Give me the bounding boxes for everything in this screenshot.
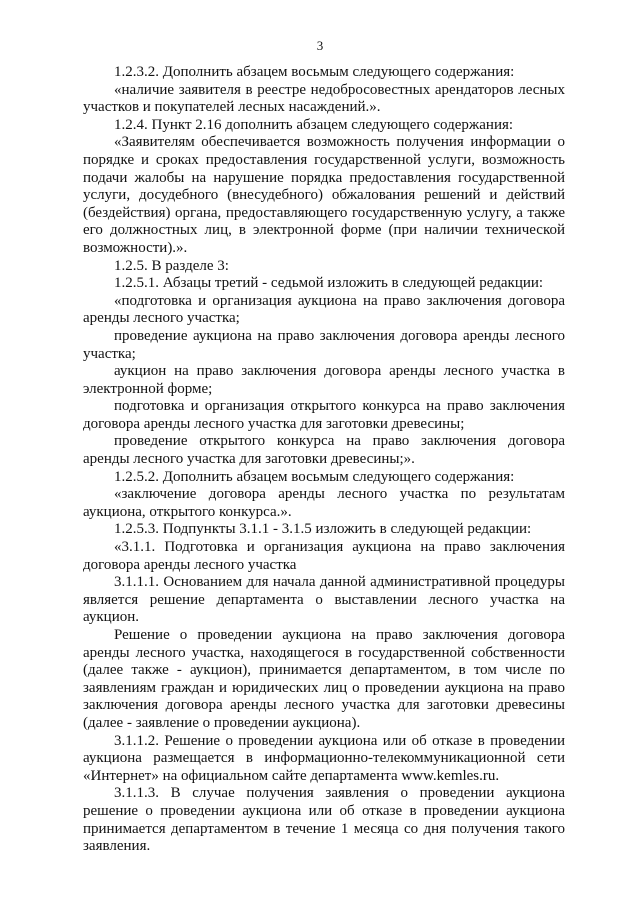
paragraph: проведение открытого конкурса на право заключения договора аренды лесного участка для заготовки древесины;». [83,433,565,468]
document-body [83,64,565,856]
paragraph: «Заявителям обеспечивается возможность получения информации о порядке и сроках предоставления государственной услуги, возможность подачи жалобы на нарушение порядка предоставления государственной услуги, досудебного (внесудебного) обжалования решений и действий (бездействия) органа, предоставляющего государственную услугу, а также его должностных лиц, в электронной форме (при наличии технической возможности).». [83,134,565,256]
paragraph: 1.2.5.3. Подпункты 3.1.1 - 3.1.5 изложить в следующей редакции: [114,521,532,538]
paragraph: Решение о проведении аукциона на право заключения договора аренды лесного участка, находящегося в государственной собственности (далее также - аукцион), принимается департаментом, в том числе по заявлениям граждан и юридических лиц о проведении аукциона на право заключения договора аренды лесного участка для заготовки древесины (далее - заявление о проведении аукциона). [83,627,565,731]
paragraph: подготовка и организация открытого конкурса на право заключения договора аренды лесного участка для заготовки древесины; [83,398,565,432]
paragraph: 1.2.5.1. Абзацы третий - седьмой изложить в следующей редакции: [114,275,544,292]
paragraph: 1.2.5.2. Дополнить абзацем восьмым следующего содержания: [114,468,515,485]
paragraph: 1.2.5. В разделе 3: [114,257,229,274]
paragraph: 1.2.3.2. Дополнить абзацем восьмым следующего содержания: [114,64,515,80]
paragraph: 3.1.1.3. В случае получения заявления о проведении аукциона решение о проведении аукциона или об отказе в проведении аукциона принимается департаментом в течение 1 месяца со дня получения такого заявления. [83,785,565,855]
paragraph: «подготовка и организация аукциона на право заключения договора аренды лесного участка; [83,292,565,327]
paragraph: проведение аукциона на право заключения договора аренды лесного участка; [83,327,565,362]
paragraph: 3.1.1.1. Основанием для начала данной административной процедуры является решение департамента о выставлении лесного участка на аукцион. [83,574,565,626]
paragraph: «3.1.1. Подготовка и организация аукциона на право заключения договора аренды лесного участка [83,539,565,573]
paragraph: «наличие заявителя в реестре недобросовестных арендаторов лесных участков и покупателей лесных насаждений.». [83,81,565,116]
paragraph: 1.2.4. Пункт 2.16 дополнить абзацем следующего содержания: [114,116,514,133]
paragraph: аукцион на право заключения договора аренды лесного участка в электронной форме; [83,363,565,397]
paragraph: 3.1.1.2. Решение о проведении аукциона или об отказе в проведении аукциона размещается в информационно-телекоммуникационной сети «Интернет» на официальном сайте департамента www.kemles.ru. [83,732,565,784]
page-number: 3 [316,38,324,53]
paragraph: «заключение договора аренды лесного участка по результатам аукциона, открытого конкурса.». [83,486,565,520]
